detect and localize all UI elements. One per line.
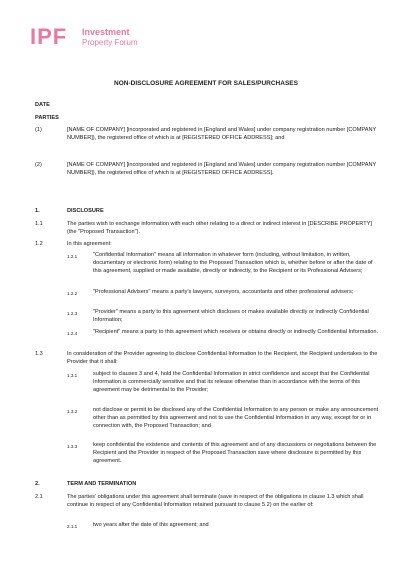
party-1-num: (1) <box>35 127 42 133</box>
def-1-2-3-num: 1.2.3 <box>67 311 78 316</box>
def-1-2-1-text: "Confidential Information" means all information in whatever form (including, without limitation, in written, documentary or electronic form) relating to the Proposed Transaction which is, whether before or after the date of this agreement, supplied or made available, directly or indirectly, to the Recipient or its Professional Advisers; <box>93 252 373 275</box>
parties-label: PARTIES <box>35 115 59 121</box>
clause-2-1-num: 2.1 <box>35 494 43 500</box>
def-1-2-1-num: 1.2.1 <box>67 254 78 259</box>
document-title: NON-DISCLOSURE AGREEMENT FOR SALES/PURCHASES <box>114 80 298 87</box>
sub-2-1-1-text: two years after the date of this agreement; and <box>93 522 209 528</box>
def-1-2-3-text: "Provider" means a party to this agreement which discloses or makes available directly or indirectly Confidential Information; <box>93 309 369 324</box>
def-1-2-4-num: 1.2.4 <box>67 331 78 336</box>
logo-abbr: IPF <box>30 24 68 49</box>
clause-1-3-text: In consideration of the Provider agreeing to disclose Confidential Information to the Recipient, the Recipient undertakes to the Provider that it shall: <box>67 351 378 366</box>
sub-1-3-3-num: 1.3.3 <box>67 444 78 449</box>
sub-1-3-2-num: 1.3.2 <box>67 409 78 414</box>
sub-1-3-1-text: subject to clauses 3 and 4, hold the Confidential Information in strict confidence and accept that the Confidential Information is commercially sensitive and that its release otherwise than in accordance with the terms of this agreement may be detrimental to the Provider; <box>93 371 370 394</box>
section-2-heading: TERM AND TERMINATION <box>67 481 137 487</box>
section-2-num: 2. <box>35 481 40 487</box>
clause-1-1-text: The parties wish to exchange information with each other relating to a direct or indirect interest in [DESCRIBE PROPERTY] (the "Proposed Transaction"). <box>67 221 372 236</box>
party-2-num: (2) <box>35 162 42 168</box>
logo-line2: Property Forum <box>82 38 138 47</box>
def-1-2-4-text: "Recipient" means a party to this agreement which receives or obtains directly or indirectly Confidential Information. <box>93 329 379 335</box>
party-2-text: [NAME OF COMPANY] [incorporated and registered in [England and Wales] under company registration number [COMPANY NUMBER]), the registered office of which is at [REGISTERED OFFICE ADDRESS]. <box>67 162 377 177</box>
sub-1-3-3-text: keep confidential the existence and contents of this agreement and of any discussions or negotiations between the Recipient and the Provider in respect of the Proposed Transaction save where disclosure is permitted by this agreement. <box>93 442 377 465</box>
clause-1-3-num: 1.3 <box>35 351 43 357</box>
logo-line1: Investment <box>82 27 130 37</box>
sub-2-1-1-num: 2.1.1 <box>67 524 78 529</box>
sub-1-3-2-text: not disclose or permit to be disclosed any of the Confidential Information to any person or make any announcement other than as permitted by this agreement and not to use the Confidential Information in any way, except for or in connection with, the Proposed Transaction; and <box>93 407 379 430</box>
ipf-logo <box>30 24 180 54</box>
clause-1-2-text: In this agreement: <box>67 241 112 247</box>
clause-1-1-num: 1.1 <box>35 221 43 227</box>
sub-1-3-1-num: 1.3.1 <box>67 373 78 378</box>
def-1-2-2-text: "Professional Advisers" means a party's lawyers, surveyors, accountants and other professional advisers; <box>93 289 354 295</box>
clause-1-2-num: 1.2 <box>35 241 43 247</box>
def-1-2-2-num: 1.2.2 <box>67 291 78 296</box>
party-1-text: [NAME OF COMPANY] [incorporated and registered in [England and Wales] under company registration number [COMPANY NUMBER]), the registered office of which is at [REGISTERED OFFICE ADDRESS]; and <box>67 127 377 142</box>
date-label: DATE <box>35 102 50 108</box>
section-1-heading: DISCLOSURE <box>67 208 104 214</box>
clause-2-1-text: The parties' obligations under this agreement shall terminate (save in respect of the obligations in clause 1.3 which shall continue in respect of any Confidential Information retained pursuant to clause 5.2) on the earlier of: <box>67 494 364 509</box>
section-1-num: 1. <box>35 208 40 214</box>
